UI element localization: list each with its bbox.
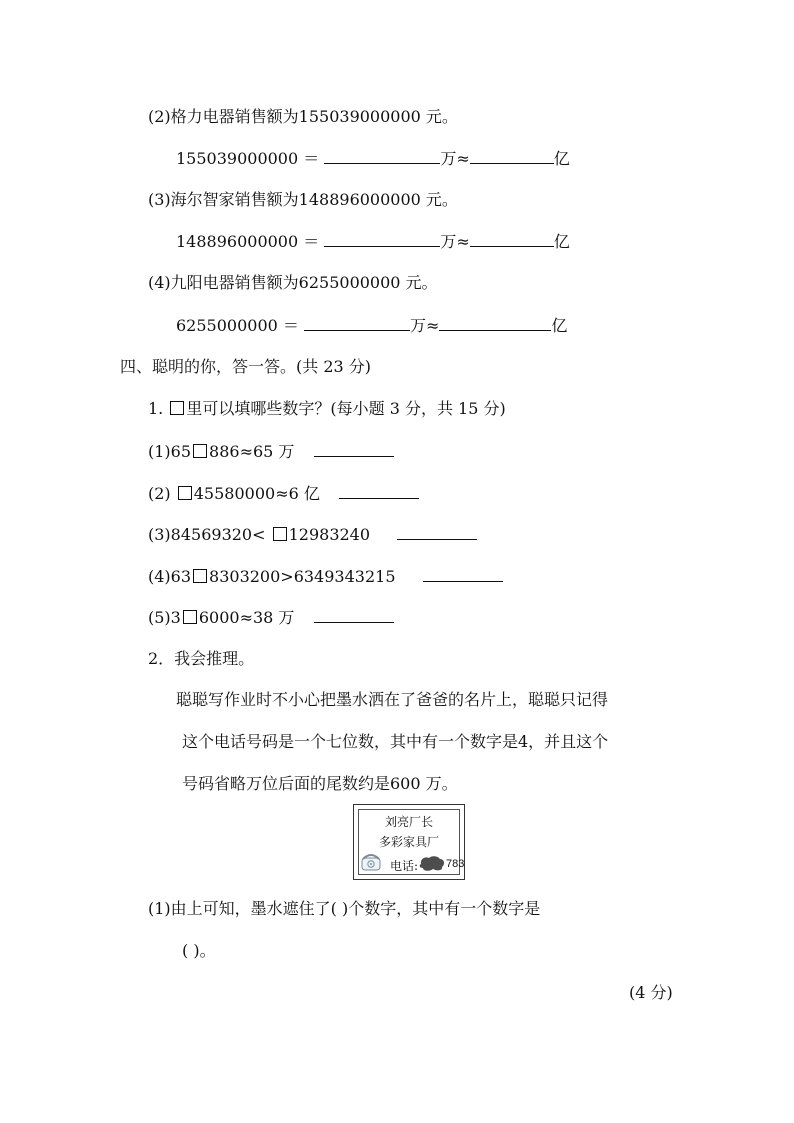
card-name: 刘亮厂长	[384, 815, 433, 829]
box-placeholder-icon	[183, 610, 197, 624]
q3-item4-answer-row	[176, 314, 567, 337]
q1-part1-suffix: 886≈65 万	[209, 442, 295, 461]
q1-part5-answer-blank[interactable]	[314, 606, 394, 623]
q1-part3-answer-blank[interactable]	[397, 523, 477, 540]
q1-part4	[148, 565, 503, 588]
q3-item4-wan-blank[interactable]	[304, 314, 410, 331]
unit-wan-approx: 万≈	[409, 316, 440, 335]
q1-part2-suffix: 45580000≈6 亿	[193, 484, 320, 503]
q1-part1-answer-blank[interactable]	[314, 440, 394, 457]
business-card-figure	[353, 804, 465, 880]
q3-item3-title: (3)海尔智家销售额为148896000000 元。	[148, 190, 458, 209]
q1-part4-prefix: (4)63	[148, 567, 192, 586]
q2-sub1-line2: ( )。	[182, 941, 216, 960]
section4-heading: 四、聪明的你，答一答。(共 23 分)	[120, 357, 372, 376]
q3-item3-number: 148896000000 ＝	[176, 232, 320, 251]
q1-part2-prefix: (2)	[148, 484, 176, 503]
q1-part3-suffix: 12983240	[288, 525, 371, 544]
q3-item2-answer-row	[176, 147, 570, 170]
q3-item3-answer-row	[176, 230, 570, 253]
q1-part3	[148, 523, 477, 546]
box-placeholder-icon	[170, 401, 184, 415]
q3-item4-title: (4)九阳电器销售额为6255000000 元。	[148, 273, 438, 292]
q3-item4-yi-blank[interactable]	[439, 314, 551, 331]
q1-part1	[148, 440, 394, 463]
q2-text-line2: 这个电话号码是一个七位数，其中有一个数字是4，并且这个	[182, 732, 609, 751]
box-placeholder-icon	[193, 569, 207, 583]
q3-item3-yi-blank[interactable]	[470, 230, 554, 247]
box-placeholder-icon	[193, 444, 207, 458]
card-tel-label: 电话:	[390, 859, 419, 873]
q2-score: (4 分)	[629, 983, 673, 1002]
q1-part5	[148, 606, 394, 629]
box-placeholder-icon	[178, 486, 192, 500]
q3-item2-yi-blank[interactable]	[470, 147, 554, 164]
q2-sub1-line1: (1)由上可知，墨水遮住了( )个数字，其中有一个数字是	[148, 899, 541, 918]
q1-instruction: 里可以填哪些数字？(每小题 3 分，共 15 分)	[186, 399, 506, 418]
q1-part4-suffix: 8303200>6349343215	[209, 567, 396, 586]
q1-part3-prefix: (3)84569320<	[148, 525, 271, 544]
card-tel-tail: 783	[446, 858, 465, 870]
q3-item2-title: (2)格力电器销售额为155039000000 元。	[148, 107, 458, 126]
unit-yi: 亿	[553, 232, 570, 251]
unit-yi: 亿	[553, 149, 570, 168]
q3-item4-number: 6255000000 ＝	[176, 316, 299, 335]
ink-blot-icon	[418, 854, 446, 872]
q1-number: 1.	[148, 399, 169, 418]
q1-part5-prefix: (5)3	[148, 608, 181, 627]
unit-wan-approx: 万≈	[440, 232, 470, 251]
q1-part5-suffix: 6000≈38 万	[198, 608, 295, 627]
q1-part4-answer-blank[interactable]	[423, 565, 503, 582]
q2-title: 2．我会推理。	[148, 649, 255, 668]
box-placeholder-icon	[273, 527, 287, 541]
q1-part2	[148, 482, 419, 505]
q2-text-line1: 聪聪写作业时不小心把墨水洒在了爸爸的名片上，聪聪只记得	[176, 690, 609, 709]
q1-part1-prefix: (1)65	[148, 442, 192, 461]
q1-title	[148, 398, 506, 420]
q3-item3-wan-blank[interactable]	[324, 230, 440, 247]
unit-yi: 亿	[551, 316, 568, 335]
q2-text-line3: 号码省略万位后面的尾数约是600 万。	[182, 774, 458, 793]
telephone-icon	[360, 850, 382, 872]
card-company: 多彩家具厂	[378, 835, 439, 849]
unit-wan-approx: 万≈	[440, 149, 470, 168]
q3-item2-number: 155039000000 ＝	[176, 149, 320, 168]
q3-item2-wan-blank[interactable]	[324, 147, 440, 164]
q1-part2-answer-blank[interactable]	[339, 482, 419, 499]
